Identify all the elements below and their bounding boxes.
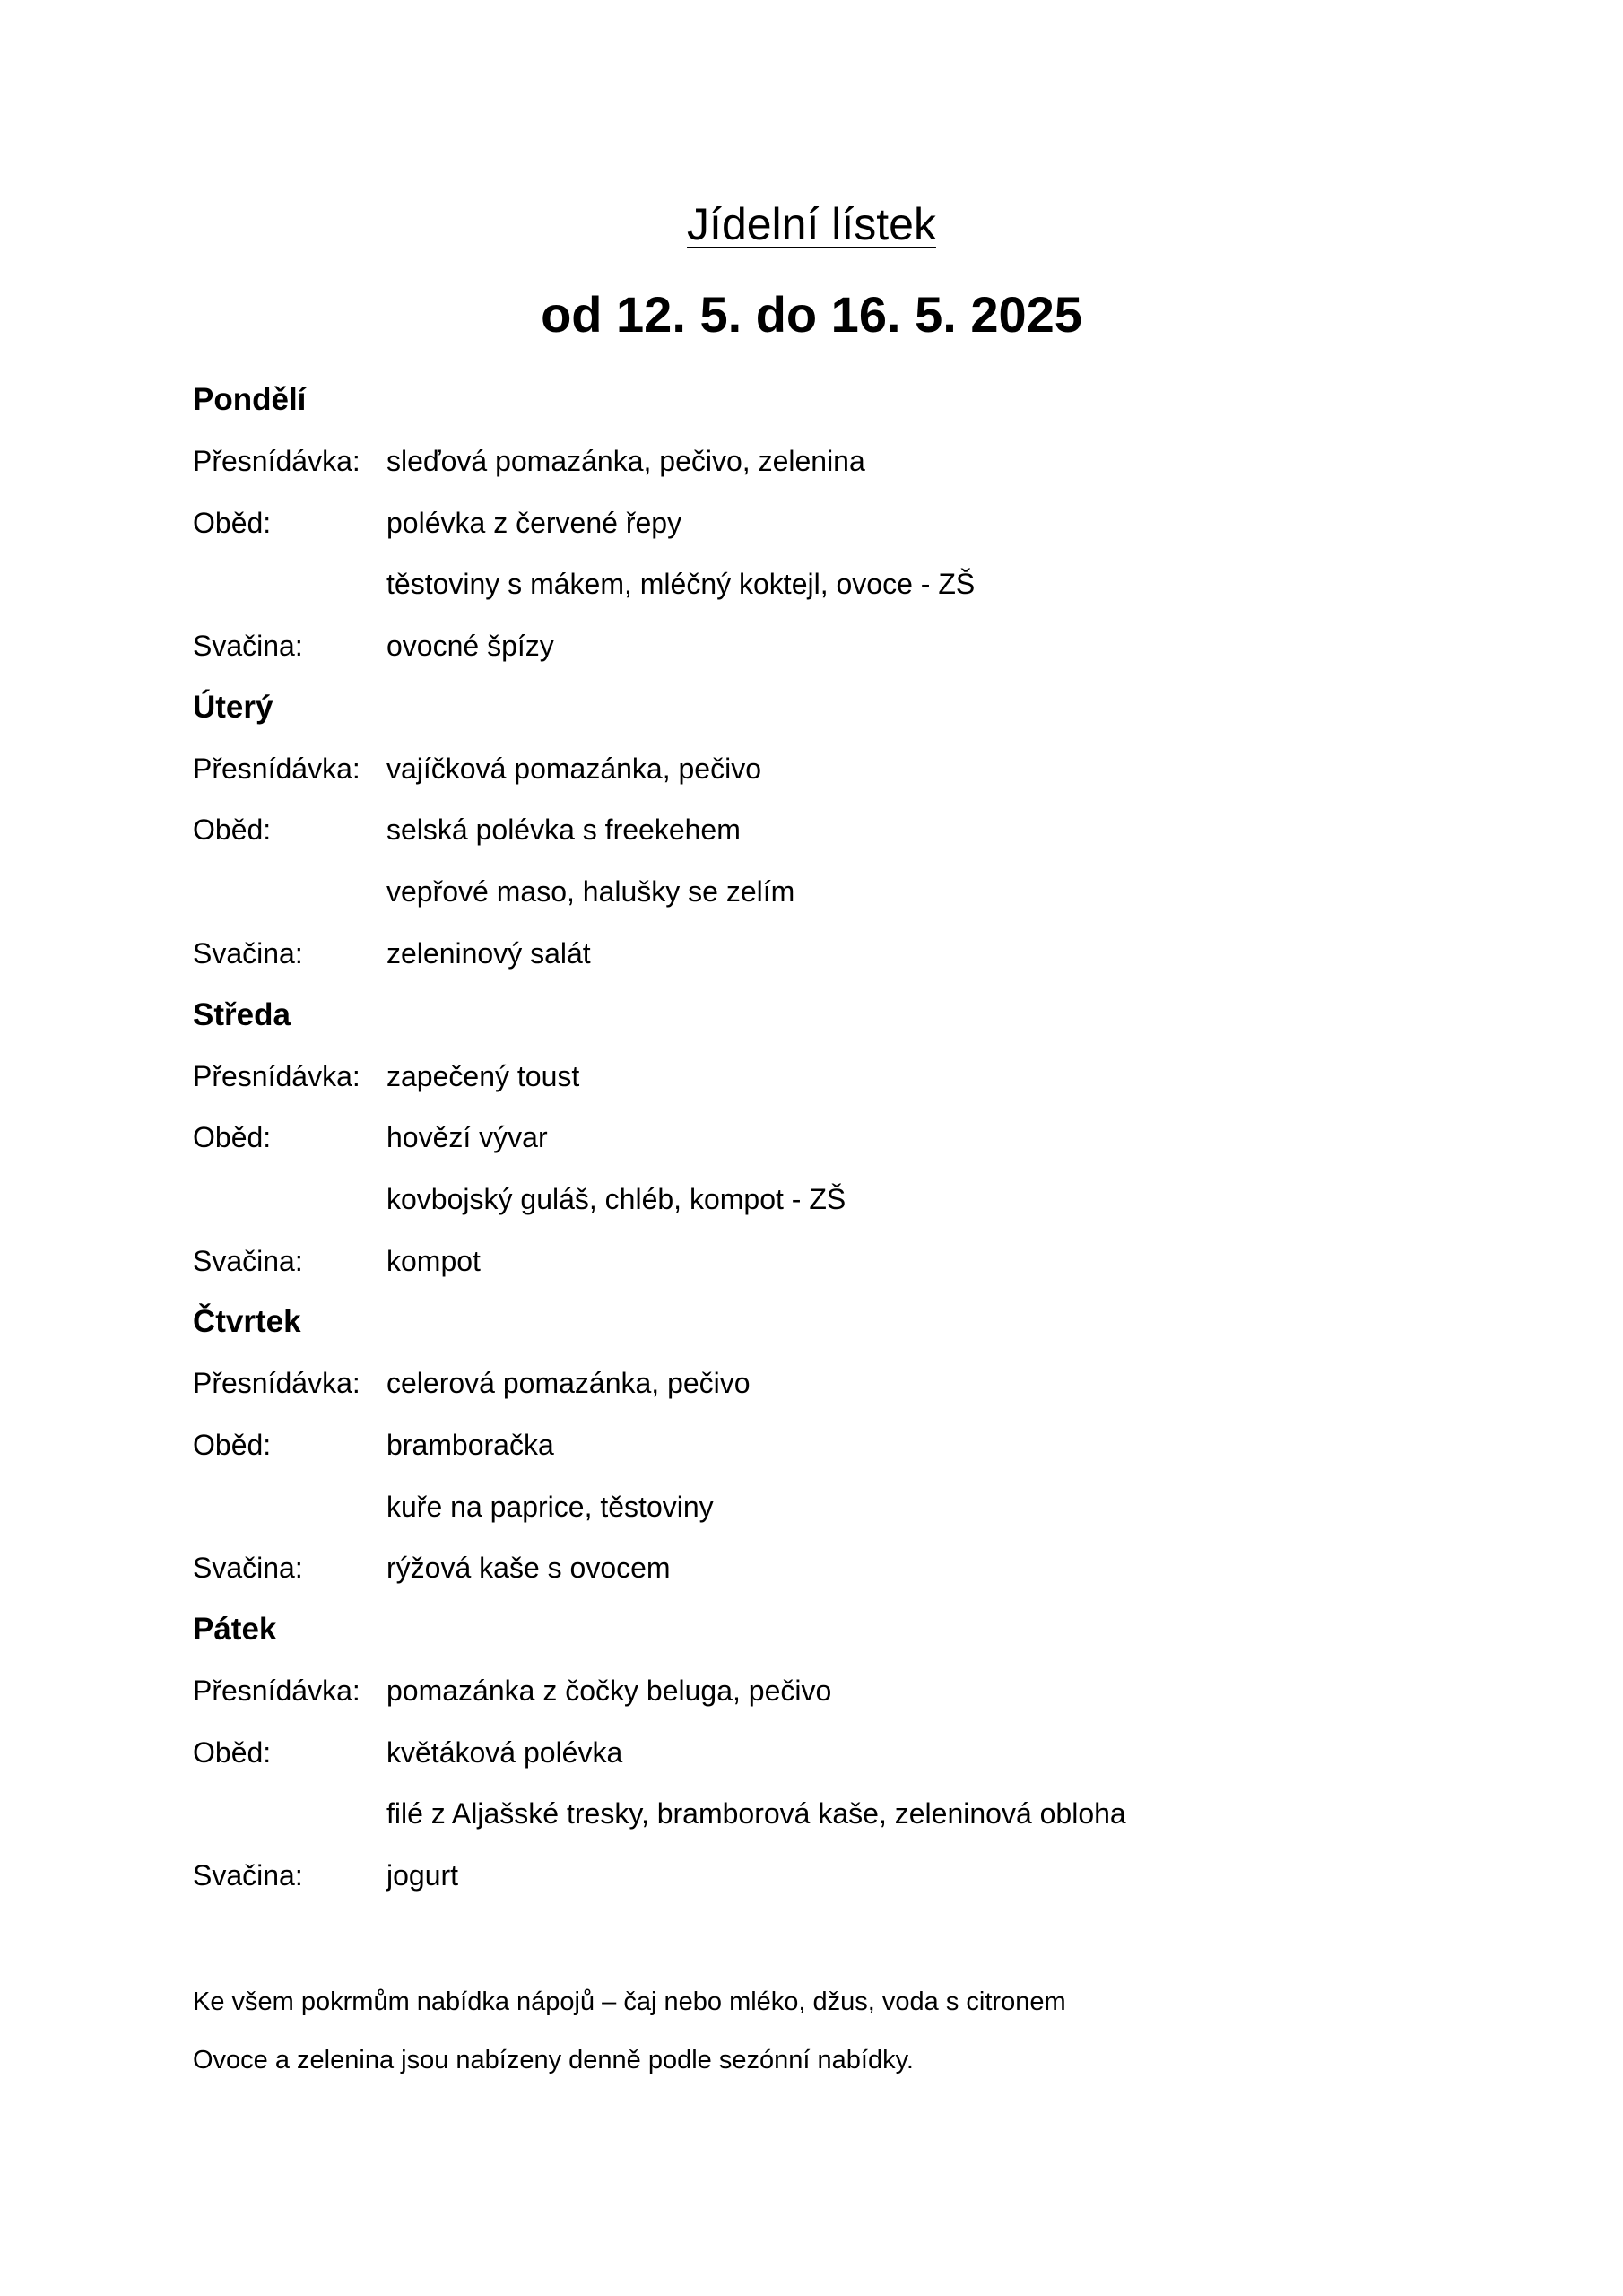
drinks-note: Ke všem pokrmům nabídka nápojů – čaj nebo mléko, džus, voda s citronem	[193, 1987, 1066, 2016]
page-title: Jídelní lístek	[687, 199, 936, 249]
day-heading: Pondělí	[193, 382, 307, 417]
meal-label: Přesnídávka:	[193, 1059, 360, 1092]
meal-dish: kovbojský guláš, chléb, kompot - ZŠ	[386, 1182, 846, 1215]
menu-row	[193, 1352, 1493, 1414]
meal-dish: vepřové maso, halušky se zelím	[386, 875, 795, 909]
meal-label: Přesnídávka:	[193, 752, 360, 785]
meal-dish: zapečený toust	[386, 1059, 580, 1092]
menu-row	[193, 1046, 1493, 1108]
meal-label: Oběd:	[193, 1121, 272, 1154]
meal-label: Svačina:	[193, 1859, 303, 1892]
day-heading: Čtvrtek	[193, 1304, 301, 1340]
meal-label: Oběd:	[193, 813, 272, 847]
meal-label: Oběd:	[193, 1735, 272, 1769]
meal-label: Oběd:	[193, 1428, 272, 1461]
day-thursday	[193, 1292, 1493, 1599]
menu-row	[193, 1414, 1493, 1476]
meal-label: Svačina:	[193, 1244, 303, 1277]
weekly-menu	[193, 370, 1493, 1907]
menu-row	[193, 1169, 1493, 1231]
day-monday	[193, 370, 1493, 677]
footer-notes	[193, 1973, 1493, 2090]
meal-dish: ovocné špízy	[386, 630, 554, 663]
menu-row	[193, 553, 1493, 615]
meal-label: Svačina:	[193, 1552, 303, 1585]
menu-row	[193, 738, 1493, 800]
meal-dish: hovězí vývar	[386, 1121, 548, 1154]
meal-dish: těstoviny s mákem, mléčný koktejl, ovoce - ZŠ	[386, 568, 976, 601]
meal-dish: kompot	[386, 1244, 481, 1277]
meal-dish: bramboračka	[386, 1428, 554, 1461]
menu-row	[193, 1231, 1493, 1292]
meal-dish: zeleninový salát	[386, 936, 591, 970]
meal-label: Oběd:	[193, 506, 272, 539]
day-friday	[193, 1599, 1493, 1907]
day-heading: Úterý	[193, 689, 273, 725]
meal-dish: filé z Aljašské tresky, bramborová kaše, zeleninová obloha	[386, 1797, 1126, 1831]
menu-row	[193, 861, 1493, 923]
menu-row	[193, 923, 1493, 985]
meal-dish: sleďová pomazánka, pečivo, zelenina	[386, 445, 865, 477]
day-heading: Pátek	[193, 1612, 277, 1647]
meal-dish: polévka z červené řepy	[386, 506, 682, 539]
meal-dish: kuře na paprice, těstoviny	[386, 1490, 714, 1523]
date-range: od 12. 5. do 16. 5. 2025	[541, 286, 1082, 343]
meal-label: Svačina:	[193, 936, 303, 970]
meal-dish: pomazánka z čočky beluga, pečivo	[386, 1674, 832, 1707]
produce-note: Ovoce a zelenina jsou nabízeny denně podle sezónní nabídky.	[193, 2046, 914, 2074]
meal-dish: jogurt	[386, 1859, 459, 1892]
menu-row	[193, 1845, 1493, 1907]
meal-dish: rýžová kaše s ovocem	[386, 1552, 671, 1585]
meal-label: Přesnídávka:	[193, 1367, 360, 1400]
menu-row	[193, 1476, 1493, 1538]
menu-row	[193, 1660, 1493, 1722]
day-wednesday	[193, 985, 1493, 1292]
menu-row	[193, 430, 1493, 492]
menu-row	[193, 1107, 1493, 1169]
menu-row	[193, 1722, 1493, 1784]
meal-dish: celerová pomazánka, pečivo	[386, 1367, 751, 1400]
meal-dish: vajíčková pomazánka, pečivo	[386, 752, 761, 785]
day-tuesday	[193, 677, 1493, 985]
menu-row	[193, 615, 1493, 677]
meal-label: Přesnídávka:	[193, 445, 360, 477]
menu-row	[193, 799, 1493, 861]
meal-label: Přesnídávka:	[193, 1674, 360, 1707]
meal-label: Svačina:	[193, 630, 303, 663]
day-heading: Středa	[193, 996, 291, 1032]
meal-dish: selská polévka s freekehem	[386, 813, 741, 847]
menu-row	[193, 1783, 1493, 1845]
menu-row	[193, 1537, 1493, 1599]
meal-dish: květáková polévka	[386, 1735, 623, 1769]
menu-row	[193, 492, 1493, 554]
